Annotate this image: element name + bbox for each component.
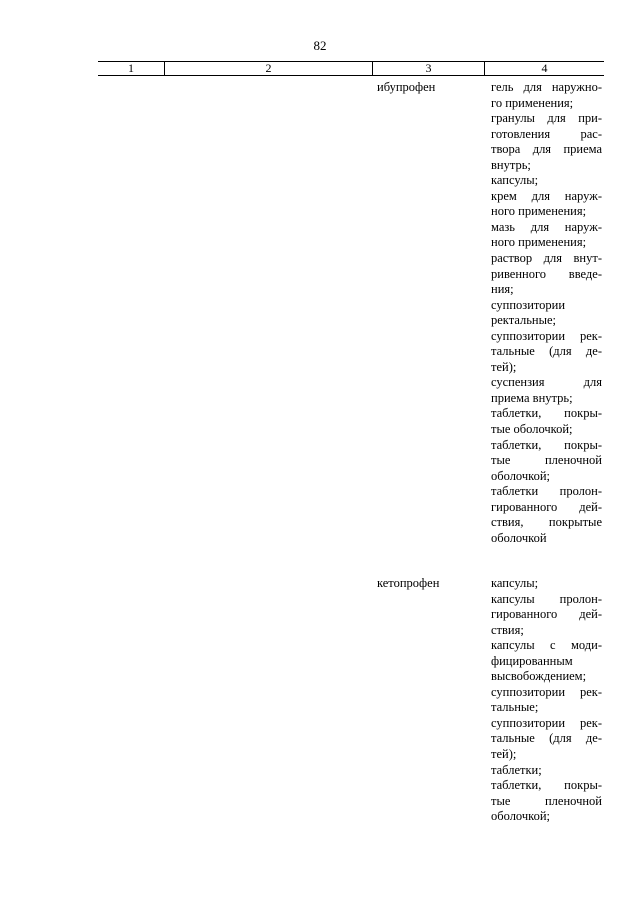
- dosage-form-line: твора для приема: [491, 142, 602, 157]
- drug-name-ibuprofen: ибупрофен: [377, 80, 436, 94]
- drug-name-ketoprofen: кетопрофен: [377, 576, 440, 590]
- dosage-form-line: тей);: [491, 359, 517, 374]
- dosage-form-line: тые пленочной: [491, 453, 602, 468]
- dosage-form-line: тые пленочной: [491, 793, 602, 808]
- dosage-form-line: ствия, покрытые: [491, 515, 602, 530]
- dosage-form-line: таблетки пролон-: [491, 484, 602, 499]
- dosage-form-line: оболочкой;: [491, 468, 550, 483]
- dosage-form-line: оболочкой: [491, 530, 547, 545]
- dosage-form-line: гранулы для при-: [491, 111, 602, 126]
- dosage-form-line: тальные (для де-: [491, 731, 602, 746]
- dosage-form-line: мазь для наруж-: [491, 219, 602, 234]
- dosage-form-line: крем для наруж-: [491, 188, 602, 203]
- column-header-4: 4: [484, 62, 604, 75]
- dosage-form-line: суппозитории рек-: [491, 715, 602, 730]
- dosage-form-line: готовления рас-: [491, 126, 602, 141]
- dosage-form-line: капсулы;: [491, 173, 539, 188]
- dosage-form-line: ного применения;: [491, 204, 587, 219]
- dosage-form-line: тальные (для де-: [491, 344, 602, 359]
- dosage-form-line: таблетки, покры-: [491, 437, 602, 452]
- dosage-form-line: тальные;: [491, 700, 539, 715]
- dosage-form-line: ния;: [491, 282, 514, 297]
- dosage-form-line: ривенного введе-: [491, 266, 602, 281]
- dosage-form-line: суппозитории рек-: [491, 684, 602, 699]
- dosage-form-line: приема внутрь;: [491, 390, 573, 405]
- dosage-form-line: гель для наружно-: [491, 80, 602, 94]
- dosage-form-line: суппозитории рек-: [491, 328, 602, 343]
- dosage-form-line: таблетки;: [491, 762, 542, 777]
- column-header-2: 2: [164, 62, 372, 75]
- dosage-form-line: капсулы пролон-: [491, 591, 602, 606]
- dosage-form-line: ствия;: [491, 622, 524, 637]
- column-header-3: 3: [372, 62, 484, 75]
- dosage-form-line: капсулы с моди-: [491, 638, 602, 653]
- dosage-form-line: гированного дей-: [491, 499, 602, 514]
- dosage-form-line: ректальные;: [491, 313, 557, 328]
- dosage-form-line: фицированным: [491, 653, 573, 668]
- dosage-form-line: раствор для внут-: [491, 251, 602, 266]
- dosage-form-line: суппозитории: [491, 297, 566, 312]
- dosage-form-line: высвобождением;: [491, 669, 587, 684]
- table-header-row: [98, 61, 604, 76]
- dosage-form-line: тей);: [491, 747, 517, 762]
- dosage-form-line: таблетки, покры-: [491, 778, 602, 793]
- dosage-form-line: го применения;: [491, 95, 574, 110]
- dosage-form-line: капсулы;: [491, 576, 539, 590]
- column-header-1: 1: [128, 61, 134, 75]
- dosage-form-line: суспензия для: [491, 375, 602, 390]
- dosage-form-line: тые оболочкой;: [491, 422, 573, 437]
- dosage-form-line: таблетки, покры-: [491, 406, 602, 421]
- dosage-forms-ketoprofen: [491, 576, 602, 825]
- dosage-form-line: внутрь;: [491, 157, 531, 172]
- dosage-forms-ibuprofen: [491, 80, 602, 546]
- dosage-form-line: ного применения;: [491, 235, 587, 250]
- page-number: 82: [313, 38, 327, 53]
- dosage-form-line: оболочкой;: [491, 809, 550, 824]
- dosage-form-line: гированного дей-: [491, 607, 602, 622]
